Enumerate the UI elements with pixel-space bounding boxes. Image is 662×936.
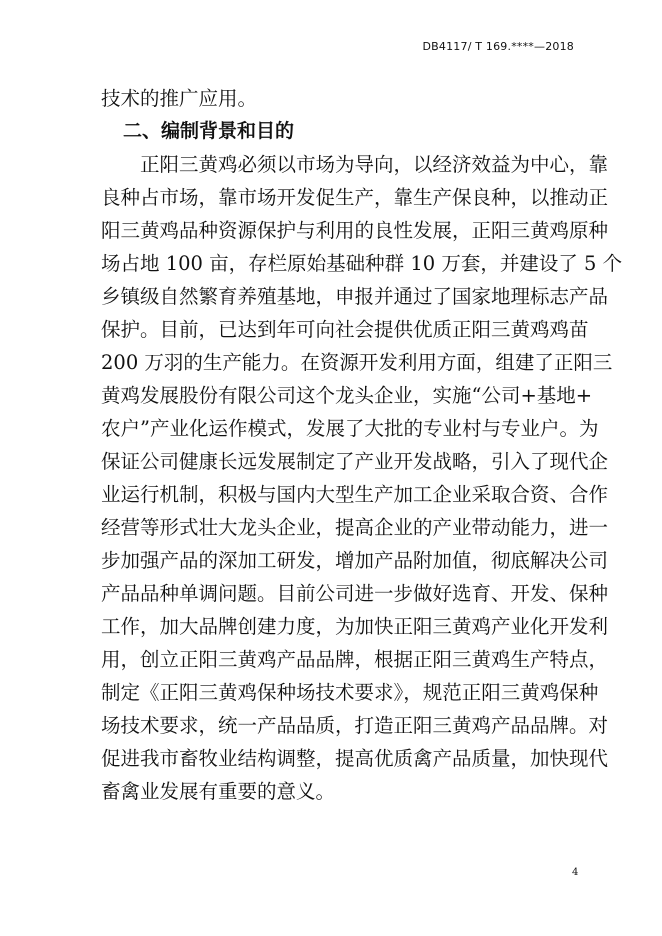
body-line: 黄鸡发展股份有限公司这个龙头企业，实施“公司+基地+ <box>101 384 593 407</box>
body-line: 产品品种单调问题。目前公司进一步做好选育、开发、保种 <box>101 582 609 605</box>
body-line: 良种占市场，靠市场开发促生产，靠生产保良种，以推动正 <box>101 186 609 209</box>
body-line: 保护。目前，已达到年可向社会提供优质正阳三黄鸡鸡苗 <box>101 318 589 341</box>
body-line: 技术的推广应用。 <box>101 87 258 110</box>
body-line: 场占地 100 亩，存栏原始基础种群 10 万套，并建设了 5 个 <box>101 252 623 275</box>
body-line: 200 万羽的生产能力。在资源开发利用方面，组建了正阳三 <box>101 351 613 374</box>
body-line: 正阳三黄鸡必须以市场为导向，以经济效益为中心，靠 <box>140 153 609 176</box>
body-line: 促进我市畜牧业结构调整，提高优质禽产品质量，加快现代 <box>101 747 609 770</box>
page-number: 4 <box>572 867 579 878</box>
body-line: 乡镇级自然繁育养殖基地，申报并通过了国家地理标志产品 <box>101 285 609 308</box>
body-line: 阳三黄鸡品种资源保护与利用的良性发展，正阳三黄鸡原种 <box>101 219 609 242</box>
body-line: 保证公司健康长远发展制定了产业开发战略，引入了现代企 <box>101 450 609 473</box>
body-line: 场技术要求，统一产品品质，打造正阳三黄鸡产品品牌。对 <box>101 714 609 737</box>
section-heading: 二、编制背景和目的 <box>123 120 295 142</box>
body-line: 农户”产业化运作模式，发展了大批的专业村与专业户。为 <box>101 417 599 440</box>
body-line: 工作，加大品牌创建力度，为加快正阳三黄鸡产业化开发利 <box>101 615 609 638</box>
body-line: 用，创立正阳三黄鸡产品品牌，根据正阳三黄鸡生产特点， <box>101 648 609 671</box>
body-line: 经营等形式壮大龙头企业，提高企业的产业带动能力，进一 <box>101 516 609 539</box>
document-code-header: DB4117/ T 169.****—2018 <box>422 40 574 53</box>
document-body <box>101 82 623 808</box>
body-line: 业运行机制，积极与国内大型生产加工企业采取合资、合作 <box>101 483 609 506</box>
body-line: 畜禽业发展有重要的意义。 <box>101 780 336 803</box>
body-line: 步加强产品的深加工研发，增加产品附加值，彻底解决公司 <box>101 549 609 572</box>
body-line: 制定《正阳三黄鸡保种场技术要求》，规范正阳三黄鸡保种 <box>101 681 599 704</box>
